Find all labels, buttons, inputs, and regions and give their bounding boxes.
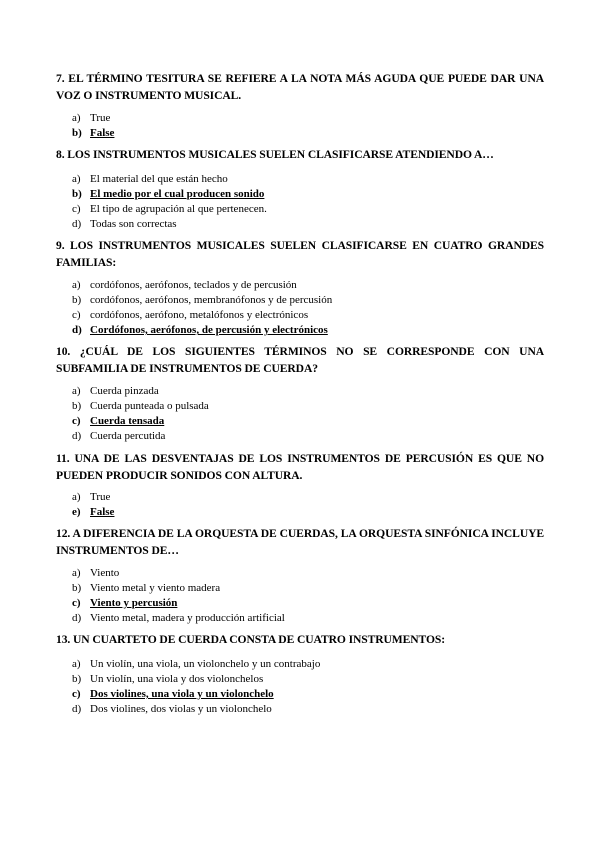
option-letter: a) — [72, 173, 81, 185]
option-letter: a) — [72, 491, 81, 503]
question-12-option-c-answer — [72, 596, 177, 610]
question-10-option-c-answer — [72, 414, 164, 428]
option-letter: b) — [72, 188, 82, 200]
question-11-text: 11. UNA DE LAS DESVENTAJAS DE LOS INSTRUMENTOS DE PERCUSIÓN ES QUE NO PUEDEN PRODUCIR SONIDOS CON ALTURA. — [56, 452, 544, 482]
option-letter: b) — [72, 582, 82, 594]
option-text: Dos violines, una viola y un violonchelo — [90, 688, 274, 700]
option-text: True — [90, 491, 111, 503]
option-letter: d) — [72, 612, 82, 624]
option-letter: a) — [72, 279, 81, 291]
option-text: Un violín, una viola y dos violonchelos — [90, 673, 264, 685]
option-letter: d) — [72, 218, 82, 230]
question-8-option-b-answer — [72, 187, 264, 201]
option-text: Cuerda tensada — [90, 415, 165, 427]
question-11-option-a — [72, 490, 110, 504]
question-7-option-a — [72, 111, 110, 125]
option-letter: d) — [72, 703, 82, 715]
option-text: cordófonos, aerófono, metalófonos y electrónicos — [90, 309, 309, 321]
question-7-option-b-answer — [72, 126, 114, 140]
question-13-option-b — [72, 672, 263, 686]
question-13-option-c-answer — [72, 687, 274, 701]
option-letter: b) — [72, 673, 82, 685]
option-text: Viento metal, madera y producción artificial — [90, 612, 285, 624]
question-11-option-e-answer — [72, 505, 114, 519]
option-letter: a) — [72, 112, 81, 124]
option-text: Un violín, una viola, un violonchelo y un contrabajo — [90, 658, 321, 670]
option-text: Cuerda pinzada — [90, 385, 159, 397]
option-text: Viento y percusión — [90, 597, 178, 609]
option-letter: a) — [72, 385, 81, 397]
question-13-text: 13. UN CUARTETO DE CUERDA CONSTA DE CUATRO INSTRUMENTOS: — [56, 633, 445, 646]
option-letter: c) — [72, 309, 81, 321]
option-text: False — [90, 506, 115, 518]
question-10-option-b — [72, 399, 209, 413]
option-letter: b) — [72, 127, 82, 139]
option-letter: d) — [72, 430, 82, 442]
question-12-option-d — [72, 611, 285, 625]
question-9-option-a — [72, 278, 297, 292]
option-letter: a) — [72, 658, 81, 670]
option-text: Viento — [90, 567, 120, 579]
question-8-option-c — [72, 202, 267, 216]
question-9-option-b — [72, 293, 332, 307]
option-letter: d) — [72, 324, 82, 336]
option-letter: b) — [72, 294, 82, 306]
question-12-text: 12. A DIFERENCIA DE LA ORQUESTA DE CUERDAS, LA ORQUESTA SINFÓNICA INCLUYE INSTRUMENTOS DE… — [56, 527, 544, 557]
option-text: Cuerda percutida — [90, 430, 166, 442]
option-text: Viento metal y viento madera — [90, 582, 221, 594]
option-text: El tipo de agrupación al que pertenecen. — [90, 203, 267, 215]
option-text: cordófonos, aerófonos, membranófonos y de percusión — [90, 294, 333, 306]
option-letter: c) — [72, 203, 81, 215]
question-9-option-d-answer — [72, 323, 328, 337]
question-8-option-d — [72, 217, 177, 231]
option-text: False — [90, 127, 115, 139]
option-text: Cordófonos, aerófonos, de percusión y electrónicos — [90, 324, 328, 336]
question-10-text: 10. ¿CUÁL DE LOS SIGUIENTES TÉRMINOS NO SE CORRESPONDE CON UNA SUBFAMILIA DE INSTRUMENTOS DE CUERDA? — [56, 345, 544, 375]
question-13-option-d — [72, 702, 272, 716]
option-text: Dos violines, dos violas y un violonchelo — [90, 703, 272, 715]
option-letter: e) — [72, 506, 81, 518]
option-letter: c) — [72, 597, 81, 609]
question-7-text: 7. EL TÉRMINO TESITURA SE REFIERE A LA NOTA MÁS AGUDA QUE PUEDE DAR UNA VOZ O INSTRUMENTO MUSICAL. — [56, 72, 544, 102]
option-letter: b) — [72, 400, 82, 412]
option-text: Cuerda punteada o pulsada — [90, 400, 209, 412]
question-9-option-c — [72, 308, 308, 322]
option-text: cordófonos, aerófonos, teclados y de percusión — [90, 279, 297, 291]
question-8-option-a — [72, 172, 228, 186]
option-letter: c) — [72, 688, 81, 700]
option-text: El medio por el cual producen sonido — [90, 188, 265, 200]
question-10-option-d — [72, 429, 165, 443]
option-text: Todas son correctas — [90, 218, 177, 230]
question-12-option-a — [72, 566, 119, 580]
question-13-option-a — [72, 657, 320, 671]
question-8-text: 8. LOS INSTRUMENTOS MUSICALES SUELEN CLASIFICARSE ATENDIENDO A… — [56, 148, 494, 161]
option-text: True — [90, 112, 111, 124]
question-9-text: 9. LOS INSTRUMENTOS MUSICALES SUELEN CLASIFICARSE EN CUATRO GRANDES FAMILIAS: — [56, 239, 544, 269]
option-letter: c) — [72, 415, 81, 427]
question-12-option-b — [72, 581, 220, 595]
option-letter: a) — [72, 567, 81, 579]
question-10-option-a — [72, 384, 159, 398]
option-text: El material del que están hecho — [90, 173, 228, 185]
